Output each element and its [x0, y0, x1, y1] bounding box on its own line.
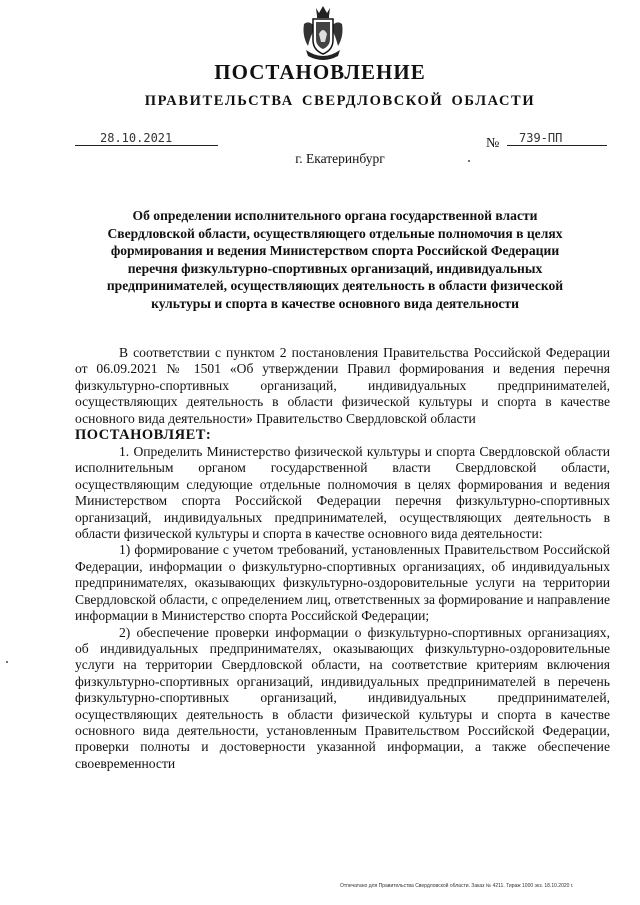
- number-sign: №: [486, 136, 500, 151]
- scan-speck: [468, 160, 470, 162]
- preamble-paragraph: В соответствии с пунктом 2 постановления Правительства Российской Федерации от 06.09.2021 № 1501 «Об утверждении Правил формирования и ведения перечня физкультурно-спортивных организаций, индивидуальных предпринимателей, осуществляющих деятельность в области физической культуры и спорта в качестве основного вида деятельности» Правительство Свердловской области: [75, 345, 610, 426]
- document-number: 739-ПП: [507, 131, 607, 146]
- coat-of-arms-icon: [300, 4, 346, 62]
- decree-word: ПОСТАНОВЛЯЕТ:: [75, 427, 212, 444]
- margin-speck: [6, 661, 8, 663]
- city-label: г. Екатеринбург: [295, 151, 385, 166]
- document-type-heading: ПОСТАНОВЛЕНИЕ: [214, 60, 426, 84]
- organization-heading: ПРАВИТЕЛЬСТВА СВЕРДЛОВСКОЙ ОБЛАСТИ: [144, 93, 536, 109]
- document-title: Об определении исполнительного органа государственной власти Свердловской области, осуществляющего отдельные полномочия в целях формирования и ведения Министерством спорта Российской Федерации перечня физкультурно-спортивных организаций, индивидуальных предпринимателей, осуществляющих деятельность в области физической культуры и спорта в качестве основного вида деятельности: [106, 208, 564, 311]
- subitem-2-paragraph: 2) обеспечение проверки информации о физкультурно-спортивных организациях, об индивидуальных предпринимателях, оказывающих физкультурно-оздоровительные услуги на территории Свердловской области, на соответствие критериям включения физкультурно-спортивных организаций, индивидуальных предпринимателей в перечень физкультурно-спортивных организаций, индивидуальных предпринимателей, осуществляющих деятельность в области физической культуры и спорта в качестве основного вида деятельности, установленным Правительством Российской Федерации, проверки полноты и достоверности указанной информации, а также обеспечение своевременности: [75, 624, 610, 771]
- document-body: [75, 345, 610, 772]
- item-1-paragraph: 1. Определить Министерство физической культуры и спорта Свердловской области исполнительным органом государственной власти Свердловской области, осуществляющим следующие отдельные полномочия в целях формирования и ведения Министерством спорта Российской Федерации перечня физкультурно-спортивных организаций, индивидуальных предпринимателей, осуществляющих деятельность в области физической культуры и спорта в качестве основного вида деятельности:: [75, 444, 610, 542]
- subitem-1-paragraph: 1) формирование с учетом требований, установленных Правительством Российской Федерации, информации о физкультурно-спортивных организациях, об индивидуальных предпринимателях, оказывающих физкультурно-оздоровительные услуги на территории Свердловской области, с определением лиц, ответственных за формирование и направление информации в Министерство спорта Российской Федерации;: [75, 542, 610, 624]
- document-date: 28.10.2021: [75, 131, 218, 146]
- print-footer: Отпечатано для Правительства Свердловской области. Заказ № 4211. Тираж 1000 экз. 18.10.2020 г.: [340, 883, 574, 889]
